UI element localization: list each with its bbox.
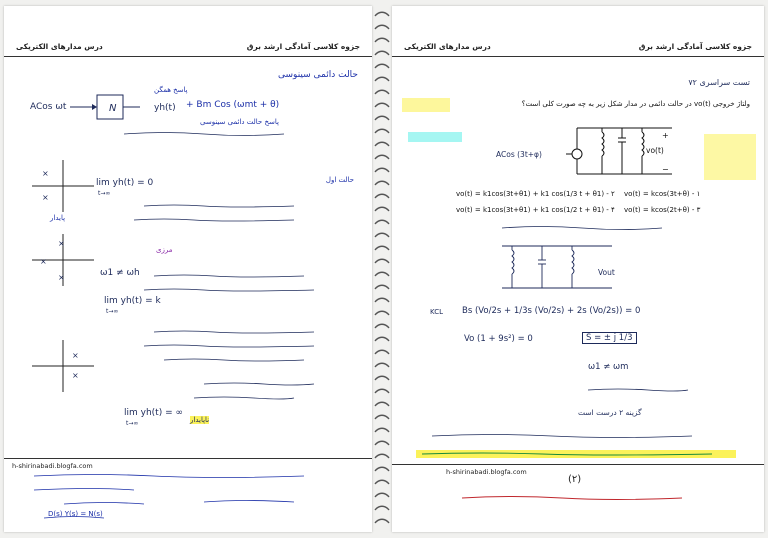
spiral-ring [375,415,389,419]
spiral-ring [375,116,389,120]
spiral-ring [375,402,389,406]
homogeneous-label: پاسخ همگن [154,86,188,94]
spiral-ring [375,389,389,393]
spiral-ring [375,363,389,367]
spiral-ring [375,168,389,172]
unstable-label: ناپایدار [190,416,210,424]
option-3[interactable]: vo(t) = kcos(2t+θ) - ۳ [624,206,701,214]
marginal-label: مرزی [156,246,173,254]
limit-1: lim yh(t) = 0 [96,178,154,188]
spiral-ring [375,194,389,198]
problem-text: ولتاژ خروجی (vo(t در حالت دائمی در مدار شکل زیر به چه صورت کلی است؟ [521,100,750,108]
left-footer-rule [4,458,372,459]
spiral-ring [375,129,389,133]
equation-1: Bs (Vo/2s + 1/3s (Vo/2s) + 2s (Vo/2s)) = 0 [462,306,641,316]
answer-note: گزینه ۲ درست است [578,408,642,417]
svg-text:×: × [42,169,49,178]
spiral-ring [375,272,389,276]
spiral-ring [375,38,389,42]
circuit-output: vo(t) [646,146,664,155]
right-handwriting-strokes [392,6,764,532]
spiral-ring [375,493,389,497]
spiral-ring [375,220,389,224]
spiral-ring [375,90,389,94]
spiral-ring [375,311,389,315]
spiral-ring [375,467,389,471]
spiral-ring [375,103,389,107]
option-4[interactable]: vo(t) = k1cos(3t+θ1) + k1 cos(1/2 t + θ1) - ۴ [456,206,615,214]
svg-text:×: × [40,257,47,266]
right-blog-url[interactable]: h-shirinabadi.blogfa.com [446,468,527,476]
svg-text:×: × [72,371,79,380]
spiral-ring [375,519,389,523]
right-page [392,6,764,532]
spiral-ring [375,454,389,458]
spiral-binding [374,10,390,530]
svg-text:×: × [42,193,49,202]
svg-text:−: − [662,165,669,174]
limit-3: lim yh(t) = ∞ [124,408,183,418]
bottom-equation: D(s) Y(s) = N(s) [48,510,103,518]
option-2[interactable]: vo(t) = k1cos(3t+θ1) + k1 cos(1/3 t + θ1) - ۲ [456,190,615,198]
spiral-ring [375,25,389,29]
spiral-ring [375,51,389,55]
handwriting-strokes [4,6,372,532]
page-number: (۲) [568,474,582,485]
limit-1-sub: t→∞ [98,190,111,197]
spiral-ring [375,298,389,302]
spiral-ring [375,155,389,159]
solution-vout: Vout [598,268,615,277]
left-header-title: جزوه کلاسی آمادگی ارشد برق [246,42,360,51]
left-blog-url[interactable]: h-shirinabadi.blogfa.com [12,462,93,470]
spiral-ring [375,506,389,510]
case-two-text: ω1 ≠ ωh [100,268,140,278]
spiral-ring [375,207,389,211]
case-one-label: حالت اول [325,176,354,184]
equation-3: S = ± j 1/3 [582,332,637,344]
right-footer-rule [392,464,764,465]
left-page [4,6,372,532]
right-header-title: جزوه کلاسی آمادگی ارشد برق [638,42,752,51]
steady-label: پاسخ حالت دائمی سینوسی [200,118,279,126]
right-header-subject: درس مدارهای الکتریکی [404,42,491,51]
system-block-label: N [109,103,117,114]
limit-3-sub: t→∞ [126,420,139,427]
spiral-ring [375,441,389,445]
equation-2: Vo (1 + 9s²) = 0 [464,334,533,344]
svg-text:×: × [58,239,65,248]
svg-text:×: × [72,351,79,360]
svg-text:×: × [58,273,65,282]
system-input: ACos ωt [30,102,67,112]
spiral-ring [375,324,389,328]
output-steady: + Bm Cos (ωmt + θ) [186,100,280,110]
equation-4: ω1 ≠ ωm [588,362,629,372]
spiral-ring [375,12,389,16]
spiral-ring [375,428,389,432]
spiral-ring [375,376,389,380]
stable-label: پایدار [50,214,66,222]
option-1[interactable]: vo(t) = kcos(3t+θ) - ۱ [624,190,701,198]
output-yh: yh(t) [154,103,176,113]
limit-2: lim yh(t) = k [104,296,161,306]
svg-text:+: + [662,131,669,140]
kcl-label: KCL [430,308,443,316]
circuit-source: ACos (3t+φ) [496,150,542,159]
spiral-ring [375,350,389,354]
spiral-ring [375,233,389,237]
left-header-subject: درس مدارهای الکتریکی [16,42,103,51]
limit-2-sub: t→∞ [106,308,119,315]
spiral-ring [375,64,389,68]
spiral-ring [375,181,389,185]
spiral-ring [375,142,389,146]
spiral-ring [375,259,389,263]
spiral-ring [375,246,389,250]
steady-state-title: حالت دائمی سینوسی [278,70,358,80]
spiral-ring [375,77,389,81]
spiral-ring [375,337,389,341]
problem-label: تست سراسری ۷۲ [688,78,750,87]
spiral-ring [375,285,389,289]
spiral-ring [375,480,389,484]
